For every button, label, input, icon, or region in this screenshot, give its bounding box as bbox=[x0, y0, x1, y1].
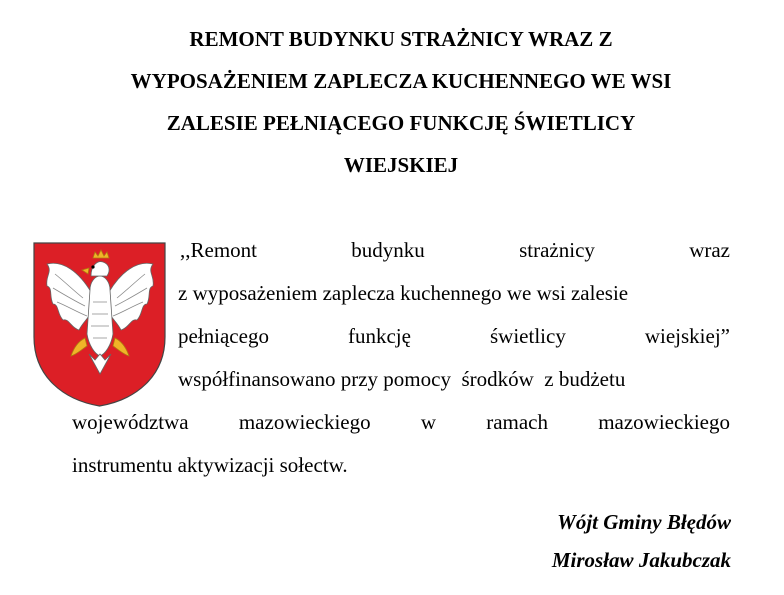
document-title bbox=[40, 18, 762, 186]
body-line-3 bbox=[178, 315, 730, 357]
body-word: ramach bbox=[486, 410, 548, 434]
body-word: mazowieckiego bbox=[598, 410, 730, 434]
coat-of-arms-emblem bbox=[33, 242, 166, 407]
body-line-6: instrumentu aktywizacji sołectw. bbox=[72, 453, 348, 477]
body-word: województwa bbox=[72, 410, 189, 434]
title-line-3: ZALESIE PEŁNIĄCEGO FUNKCJĘ ŚWIETLICY bbox=[166, 111, 636, 135]
body-word: ,,Remont bbox=[180, 238, 257, 262]
body-word: w bbox=[420, 410, 436, 434]
title-line-1: REMONT BUDYNKU STRAŻNICY WRAZ Z bbox=[189, 27, 613, 51]
body-word: świetlicy bbox=[490, 324, 566, 348]
signature-title: Wójt Gminy Błędów bbox=[557, 510, 731, 534]
eagle-eye-icon bbox=[91, 265, 94, 268]
body-word: wiejskiej” bbox=[644, 324, 730, 348]
body-line-4: współfinansowano przy pomocy środków z budżetu bbox=[178, 367, 626, 391]
title-line-2: WYPOSAŻENIEM ZAPLECZA KUCHENNEGO WE WSI bbox=[130, 69, 672, 93]
body-line-1 bbox=[180, 229, 730, 271]
body-line-2: z wyposażeniem zaplecza kuchennego we wsi zalesie bbox=[178, 281, 629, 305]
title-line-4: WIEJSKIEJ bbox=[343, 153, 459, 177]
body-line-5 bbox=[72, 401, 730, 443]
body-word: funkcję bbox=[347, 324, 411, 348]
body-word: pełniącego bbox=[178, 324, 269, 348]
body-word: mazowieckiego bbox=[238, 410, 371, 434]
body-word: strażnicy bbox=[519, 238, 595, 262]
signature-name: Mirosław Jakubczak bbox=[551, 548, 731, 572]
body-word: budynku bbox=[351, 238, 425, 262]
body-word: wraz bbox=[689, 238, 730, 262]
